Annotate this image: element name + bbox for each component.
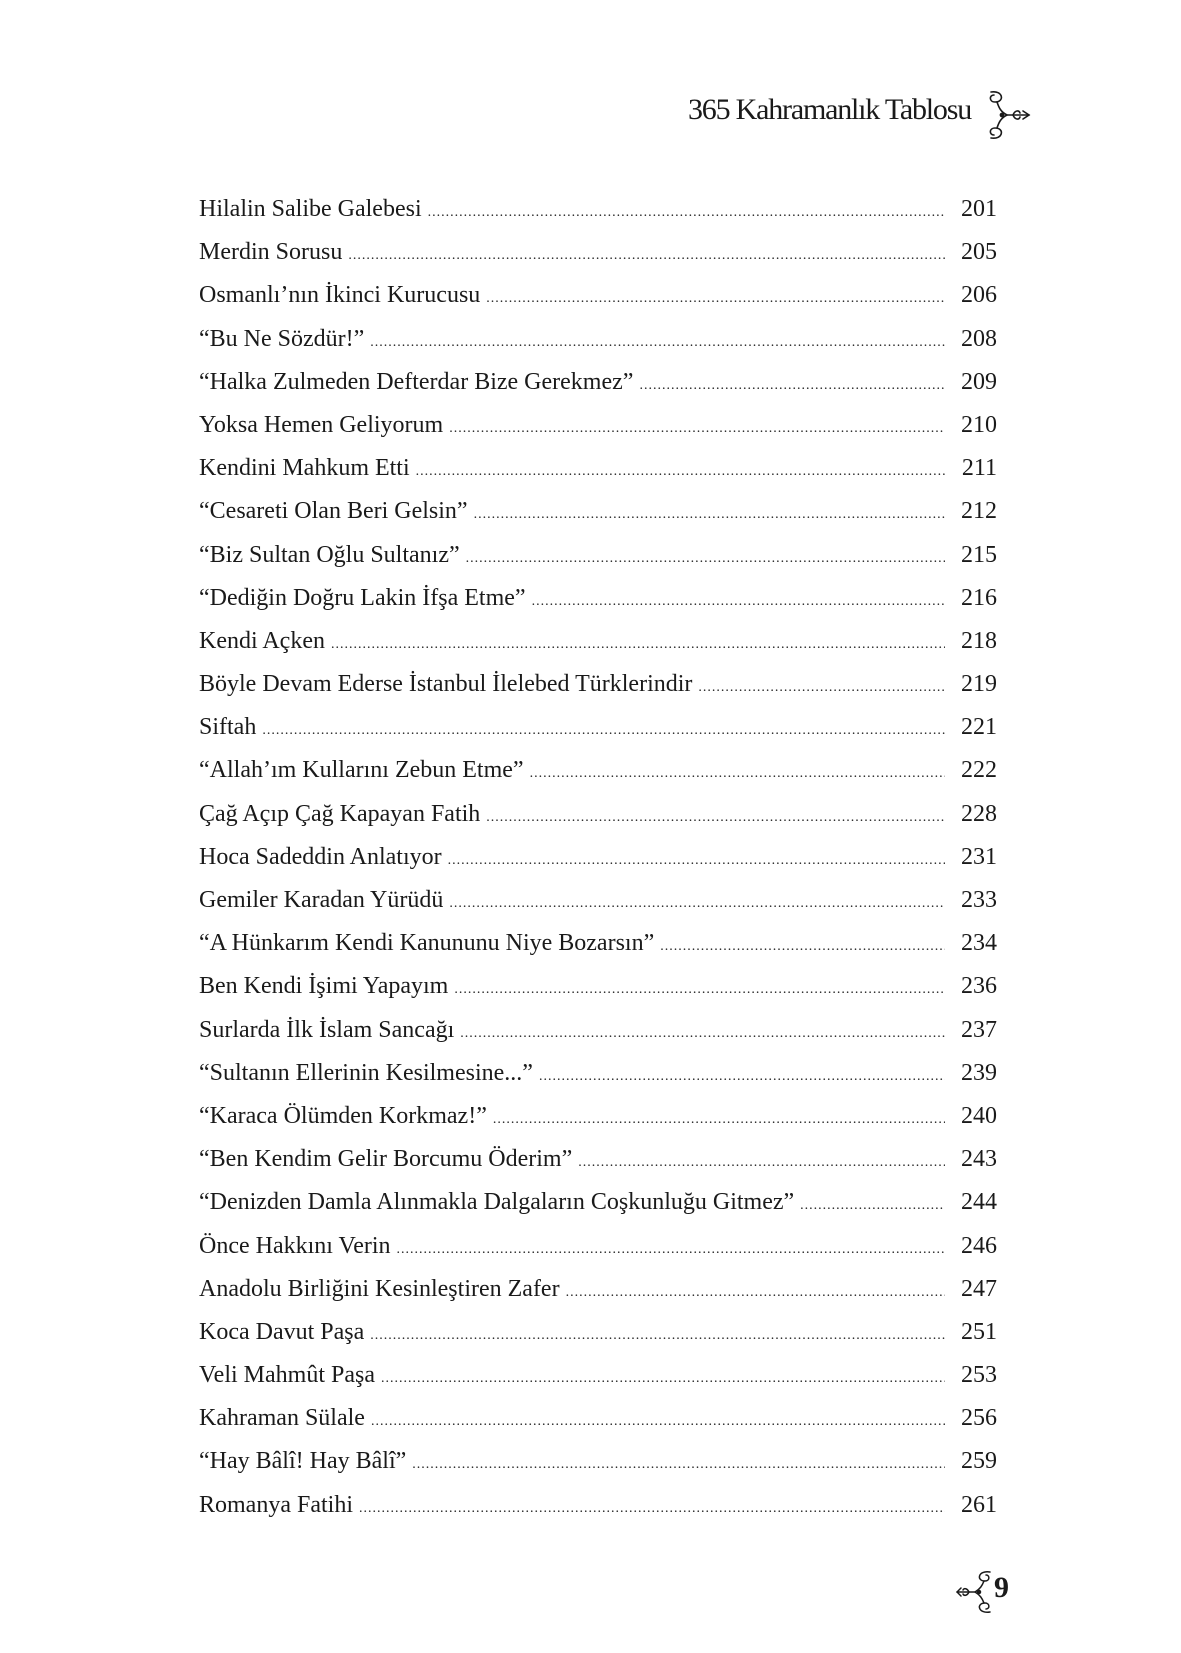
toc-entry-title: Anadolu Birliğini Kesinleştiren Zafer: [199, 1275, 560, 1302]
toc-entry: [199, 274, 997, 317]
toc-entry-page: 210: [961, 411, 997, 438]
toc-entry: [199, 231, 997, 274]
toc-entry: [199, 1052, 997, 1095]
toc-dot-leader: [460, 1012, 945, 1055]
toc-entry-page: 240: [961, 1102, 997, 1129]
toc-entry-title: “Allah’ım Kullarını Zebun Etme”: [199, 757, 524, 784]
toc-entry-title: Osmanlı’nın İkinci Kurucusu: [199, 282, 481, 309]
toc-dot-leader: [262, 709, 945, 752]
toc-entry: [199, 1138, 997, 1181]
toc-entry-title: Hoca Sadeddin Anlatıyor: [199, 843, 442, 870]
toc-entry: [199, 922, 997, 965]
toc-entry-page: 239: [961, 1059, 997, 1086]
toc-entry: [199, 1311, 997, 1354]
toc-entry: [199, 1354, 997, 1397]
toc-entry-title: “Karaca Ölümden Korkmaz!”: [199, 1102, 487, 1129]
toc-dot-leader: [466, 537, 945, 580]
toc-dot-leader: [381, 1357, 945, 1400]
toc-dot-leader: [539, 1055, 945, 1098]
toc-dot-leader: [532, 580, 945, 623]
toc-entry-title: “Denizden Damla Alınmakla Dalgaların Coşkunluğu Gitmez”: [199, 1189, 795, 1216]
toc-dot-leader: [331, 623, 945, 666]
toc-entry-page: 228: [961, 800, 997, 827]
toc-entry: [199, 1095, 997, 1138]
toc-entry: [199, 318, 997, 361]
toc-entry-page: 256: [961, 1405, 997, 1432]
toc-dot-leader: [578, 1141, 945, 1184]
toc-entry-page: 208: [961, 325, 997, 352]
toc-entry-title: Surlarda İlk İslam Sancağı: [199, 1016, 455, 1043]
footer-ornament-icon: [956, 1567, 996, 1617]
toc-entry-page: 221: [961, 714, 997, 741]
toc-entry-title: Veli Mahmût Paşa: [199, 1362, 375, 1389]
toc-entry-title: Hilalin Salibe Galebesi: [199, 196, 422, 222]
toc-entry-page: 205: [961, 239, 997, 266]
toc-entry-title: Kendi Açken: [199, 627, 325, 654]
toc-dot-leader: [428, 191, 945, 234]
toc-dot-leader: [370, 321, 945, 364]
toc-entry-title: Yoksa Hemen Geliyorum: [199, 411, 444, 438]
toc-entry-page: 212: [961, 498, 997, 525]
toc-dot-leader: [449, 407, 945, 450]
toc-entry: [199, 1397, 997, 1440]
toc-dot-leader: [474, 493, 945, 536]
toc-entry-page: 231: [961, 843, 997, 870]
toc-entry-title: “A Hünkarım Kendi Kanununu Niye Bozarsın”: [199, 930, 655, 957]
running-header-title: 365 Kahramanlık Tablosu: [687, 93, 971, 126]
page-number: 9: [994, 1571, 1009, 1604]
toc-dot-leader: [530, 752, 945, 795]
toc-dot-leader: [397, 1228, 945, 1271]
toc-entry-page: 247: [961, 1275, 997, 1302]
toc-entry-title: “Halka Zulmeden Defterdar Bize Gerekmez”: [199, 368, 634, 395]
toc-dot-leader: [566, 1271, 945, 1314]
toc-entry: [199, 447, 997, 490]
toc-entry-page: 233: [961, 887, 997, 913]
table-of-contents: [199, 188, 997, 1527]
toc-entry-page: 244: [961, 1189, 997, 1216]
toc-entry-page: 243: [961, 1146, 997, 1173]
toc-entry-title: Romanya Fatihi: [199, 1491, 353, 1518]
toc-entry-title: Siftah: [199, 714, 257, 741]
toc-dot-leader: [449, 882, 945, 925]
toc-entry-title: Gemiler Karadan Yürüdü: [199, 887, 444, 913]
toc-entry: [199, 1009, 997, 1052]
toc-entry: [199, 663, 997, 706]
toc-entry: [199, 490, 997, 533]
toc-entry-title: Merdin Sorusu: [199, 239, 343, 266]
header-ornament-icon: [983, 86, 1031, 144]
toc-dot-leader: [359, 1487, 945, 1530]
toc-dot-leader: [412, 1443, 945, 1486]
toc-entry-page: 215: [961, 541, 997, 568]
toc-entry-page: 261: [961, 1491, 997, 1518]
toc-dot-leader: [660, 925, 945, 968]
toc-entry-title: “Hay Bâlî! Hay Bâlî”: [199, 1448, 407, 1475]
toc-entry-page: 236: [961, 973, 997, 1000]
toc-entry: [199, 361, 997, 404]
toc-entry: [199, 188, 997, 231]
toc-entry-title: Önce Hakkını Verin: [199, 1232, 391, 1259]
toc-dot-leader: [486, 277, 945, 320]
toc-entry-page: 216: [961, 584, 997, 611]
toc-entry-title: Ben Kendi İşimi Yapayım: [199, 973, 449, 1000]
toc-entry-title: “Cesareti Olan Beri Gelsin”: [199, 498, 468, 525]
toc-entry-page: 206: [961, 282, 997, 309]
toc-entry: [199, 836, 997, 879]
toc-entry-page: 211: [961, 455, 997, 482]
toc-entry: [199, 1440, 997, 1483]
toc-entry-page: 253: [961, 1362, 997, 1389]
toc-dot-leader: [348, 234, 945, 277]
toc-dot-leader: [371, 1400, 945, 1443]
toc-dot-leader: [454, 968, 945, 1011]
toc-dot-leader: [639, 364, 945, 407]
toc-dot-leader: [370, 1314, 945, 1357]
toc-entry-title: Çağ Açıp Çağ Kapayan Fatih: [199, 800, 481, 827]
toc-entry-page: 218: [961, 627, 997, 654]
toc-entry-page: 259: [961, 1448, 997, 1475]
toc-entry-page: 219: [961, 671, 997, 698]
toc-entry-title: Koca Davut Paşa: [199, 1318, 365, 1345]
toc-entry-title: Kendini Mahkum Etti: [199, 455, 410, 482]
toc-entry: [199, 620, 997, 663]
toc-entry-title: “Sultanın Ellerinin Kesilmesine...”: [199, 1059, 533, 1086]
toc-entry-title: Böyle Devam Ederse İstanbul İlelebed Türklerindir: [199, 671, 693, 698]
toc-entry-page: 234: [961, 930, 997, 957]
toc-entry: [199, 534, 997, 577]
toc-entry: [199, 749, 997, 792]
toc-entry-title: “Dediğin Doğru Lakin İfşa Etme”: [199, 584, 526, 611]
toc-entry-title: Kahraman Sülale: [199, 1405, 365, 1432]
toc-entry-page: 251: [961, 1318, 997, 1345]
toc-entry: [199, 965, 997, 1008]
toc-entry-page: 201: [961, 196, 997, 222]
toc-entry: [199, 706, 997, 749]
toc-entry-title: “Biz Sultan Oğlu Sultanız”: [199, 541, 460, 568]
toc-dot-leader: [800, 1184, 945, 1227]
toc-entry-page: 237: [961, 1016, 997, 1043]
toc-dot-leader: [486, 796, 945, 839]
toc-dot-leader: [493, 1098, 945, 1141]
toc-entry: [199, 1225, 997, 1268]
toc-entry: [199, 793, 997, 836]
toc-entry-page: 222: [961, 757, 997, 784]
toc-entry: [199, 577, 997, 620]
toc-entry-page: 246: [961, 1232, 997, 1259]
toc-entry: [199, 879, 997, 922]
toc-dot-leader: [448, 839, 945, 882]
toc-dot-leader: [698, 666, 945, 709]
toc-entry: [199, 404, 997, 447]
toc-dot-leader: [416, 450, 945, 493]
toc-entry: [199, 1181, 997, 1224]
toc-entry-title: “Ben Kendim Gelir Borcumu Öderim”: [199, 1146, 573, 1173]
toc-entry-title: “Bu Ne Sözdür!”: [199, 325, 365, 352]
toc-entry: [199, 1268, 997, 1311]
toc-entry-page: 209: [961, 368, 997, 395]
toc-entry: [199, 1484, 997, 1527]
